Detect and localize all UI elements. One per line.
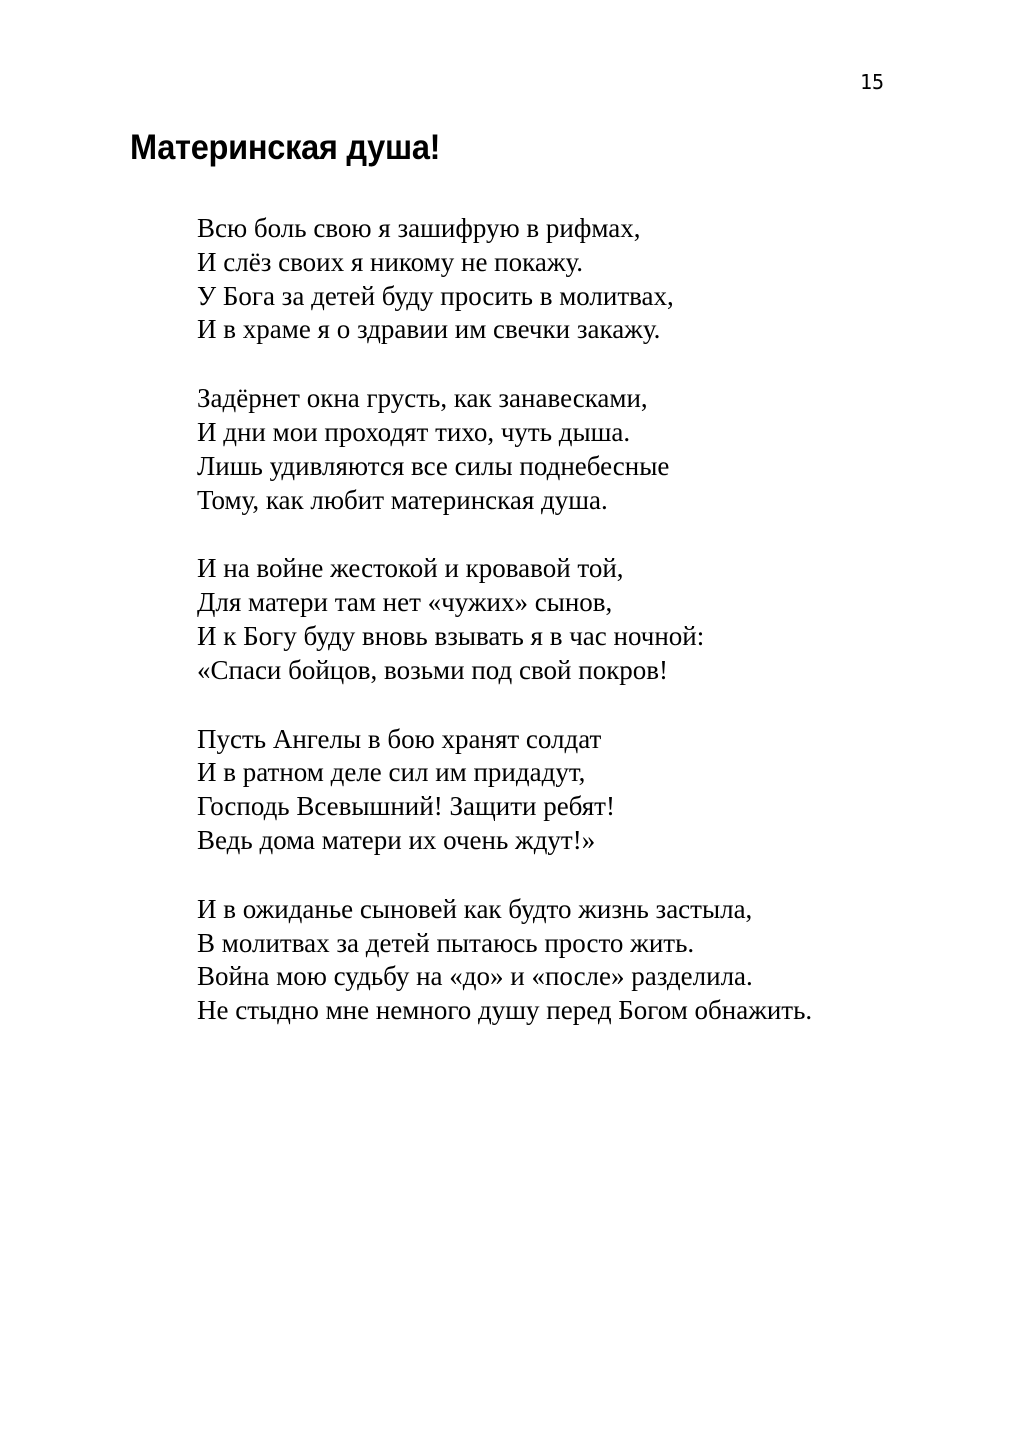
- poem-line: И на войне жестокой и кровавой той,: [197, 553, 624, 584]
- poem-line: Тому, как любит материнская душа.: [197, 484, 608, 515]
- poem-line: Задёрнет окна грусть, как занавесками,: [197, 383, 648, 414]
- poem-line: И к Богу буду вновь взывать я в час ночной:: [197, 620, 705, 651]
- poem-line: Война мою судьбу на «до» и «после» разделила.: [197, 961, 753, 992]
- poem-line: И дни мои проходят тихо, чуть дыша.: [197, 416, 631, 447]
- poem-line: И в храме я о здравии им свечки закажу.: [197, 314, 661, 345]
- poem-line: И в ратном деле сил им придадут,: [197, 757, 586, 788]
- poem-line: У Бога за детей буду просить в молитвах,: [197, 280, 674, 311]
- poem-line: Ведь дома матери их очень ждут!»: [197, 824, 596, 855]
- page-number: 15: [860, 70, 885, 94]
- stanza-5: [197, 893, 812, 1028]
- poem-line: И в ожиданье сыновей как будто жизнь застыла,: [197, 893, 753, 924]
- poem-line: Для матери там нет «чужих» сынов,: [197, 587, 613, 618]
- poem-line: В молитвах за детей пытаюсь просто жить.: [197, 927, 695, 958]
- poem-line: Лишь удивляются все силы поднебесные: [197, 450, 670, 481]
- poem-line: И слёз своих я никому не покажу.: [197, 246, 584, 277]
- poem-line: Пусть Ангелы в бою хранят солдат: [197, 723, 602, 754]
- poem-title: Материнская душа!: [130, 128, 441, 167]
- poem-line: «Спаси бойцов, возьми под свой покров!: [197, 654, 669, 685]
- poem-body: [197, 212, 812, 1063]
- stanza-1: [197, 212, 812, 347]
- stanza-3: [197, 552, 812, 687]
- poem-line: Не стыдно мне немного душу перед Богом обнажить.: [197, 995, 813, 1026]
- poem-line: Всю боль свою я зашифрую в рифмах,: [197, 213, 641, 243]
- stanza-2: [197, 382, 812, 517]
- stanza-4: [197, 723, 812, 858]
- poem-line: Господь Всевышний! Защити ребят!: [197, 791, 615, 822]
